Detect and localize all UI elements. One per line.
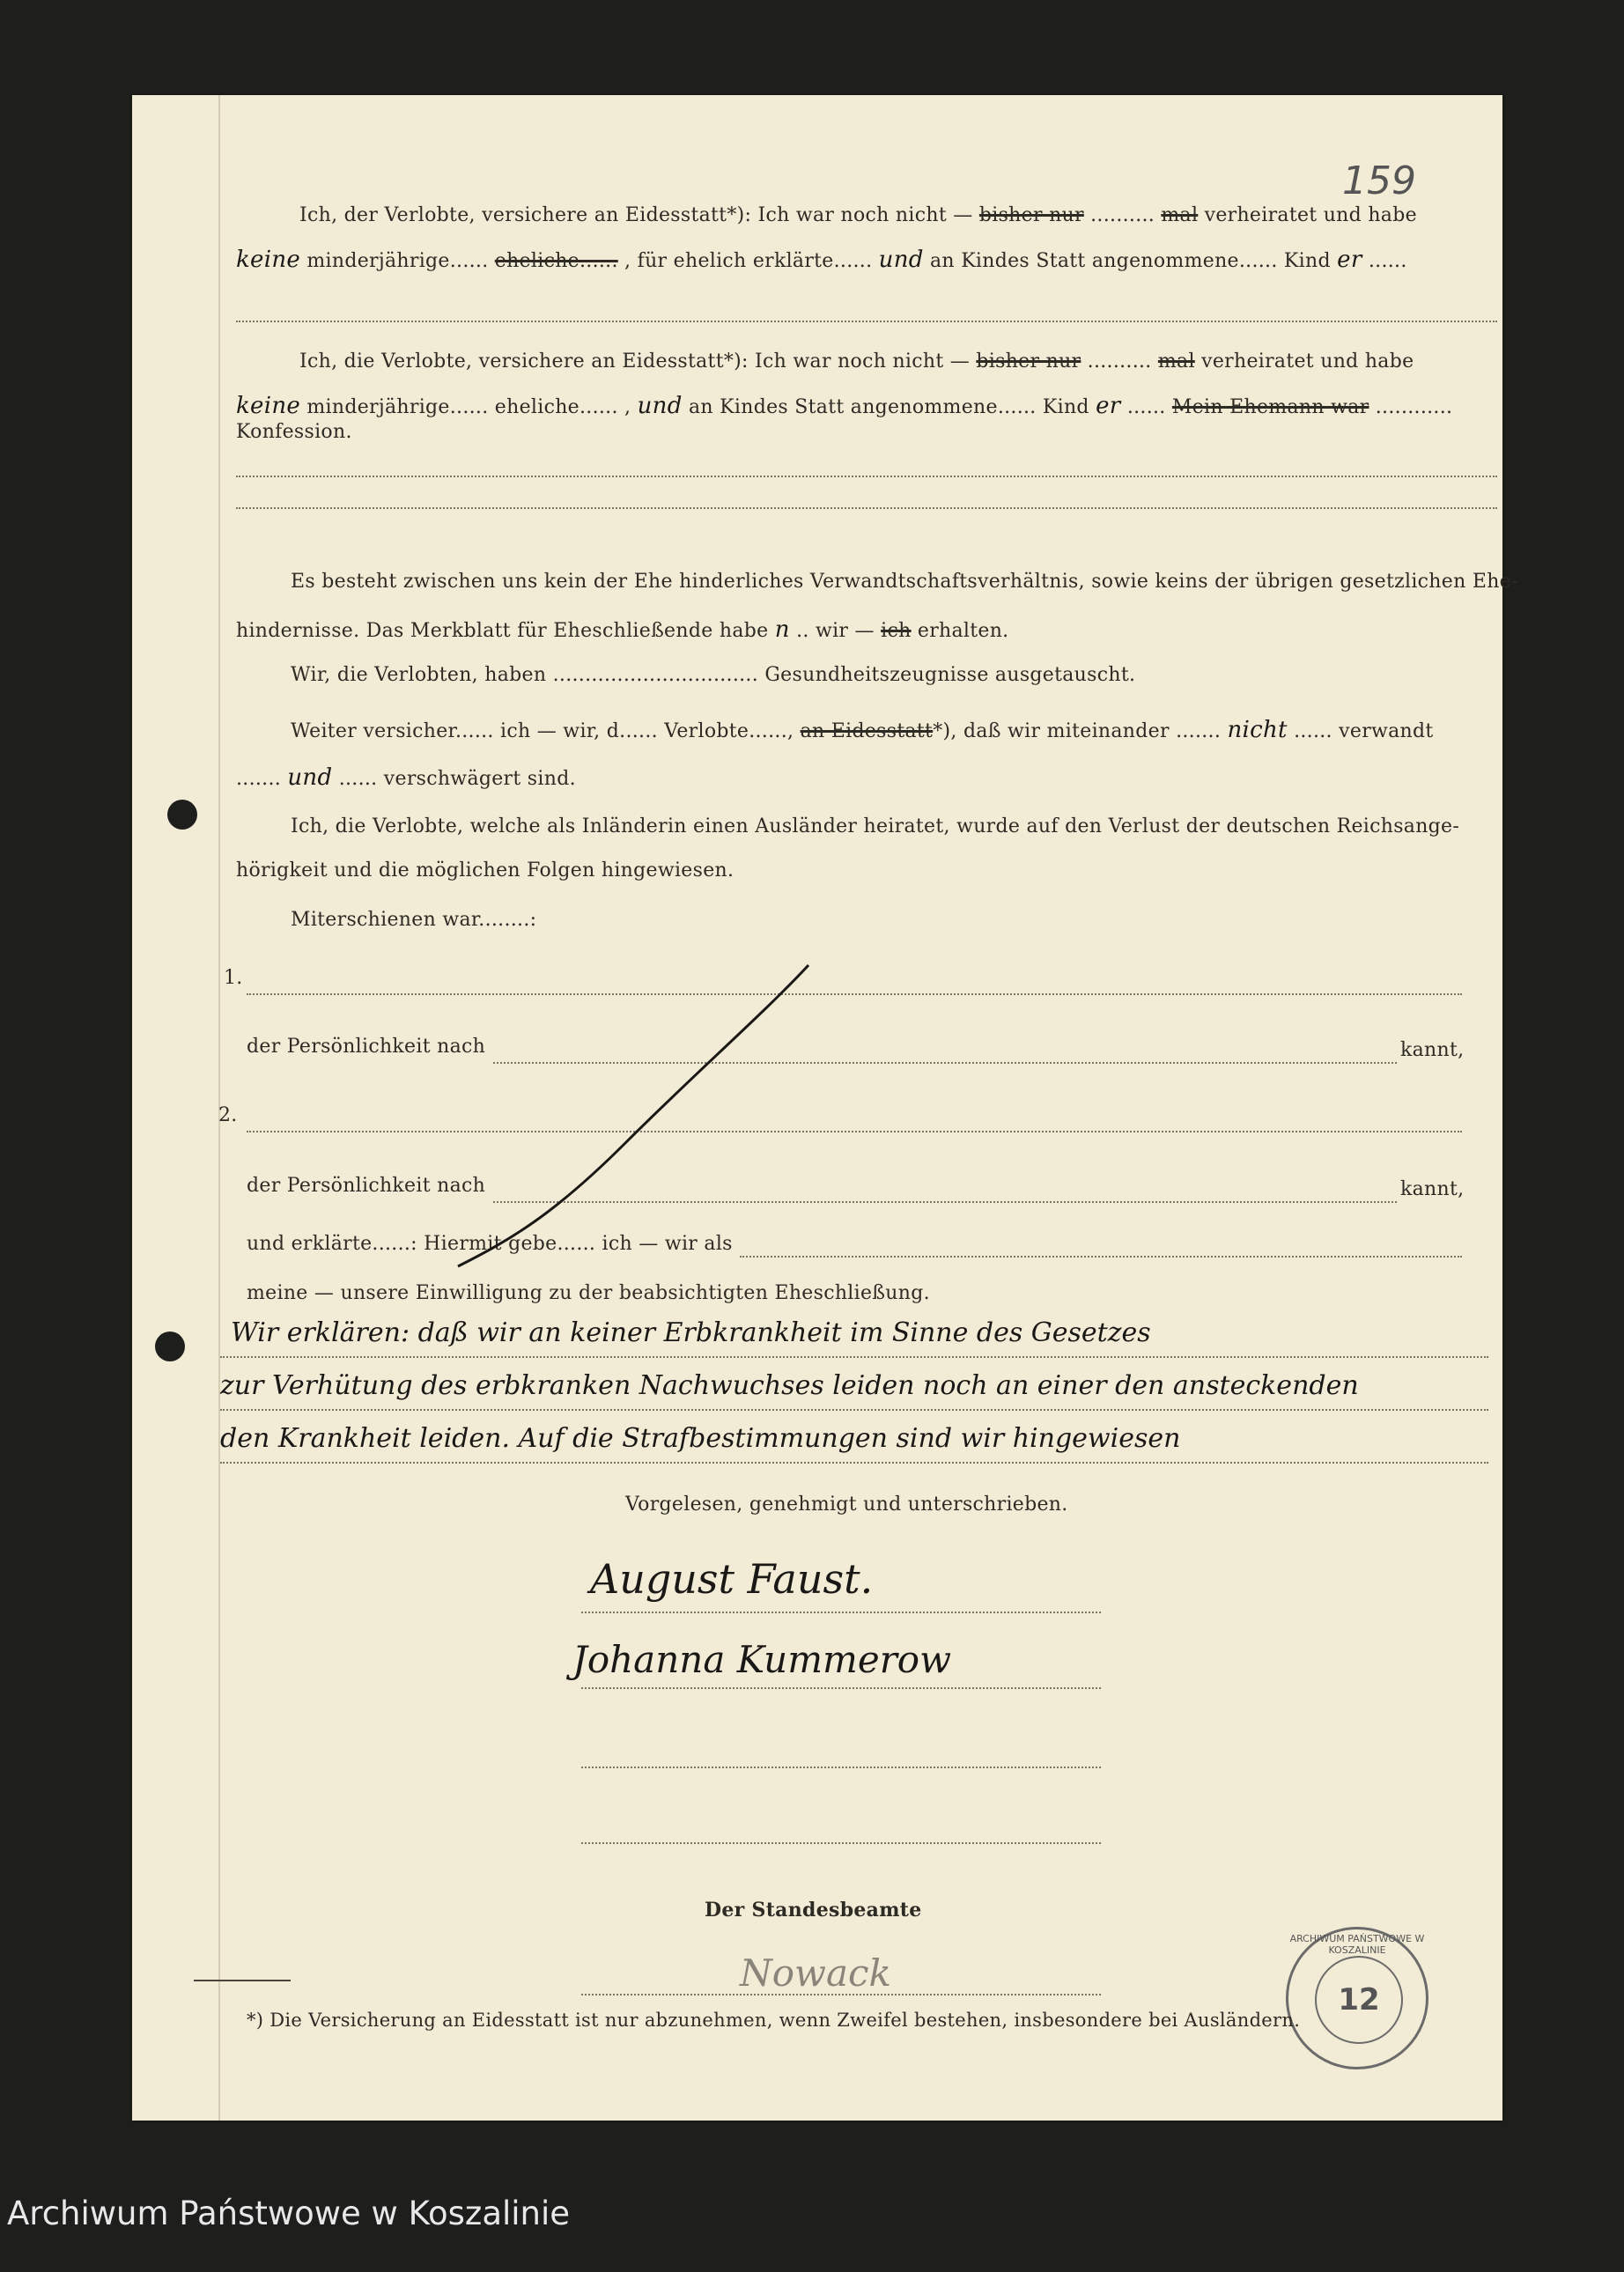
hw-dotted-3 (220, 1462, 1488, 1464)
registrar-signature-line (581, 1994, 1101, 1995)
relations-line-3: Wir, die Verlobten, haben ................................ Gesundheitszeugnisse ausgetauscht. (291, 664, 1136, 686)
handwritten-line-1: Wir erklären: daß wir an keiner Erbkrankheit im Sinne des Gesetzes (231, 1317, 1151, 1348)
relations-line-2: hindernisse. Das Merkblatt für Eheschließende habe n .. wir — ich erhalten. (236, 616, 1009, 643)
punch-hole-2 (155, 1331, 185, 1361)
relations-line-4: Weiter versicher...... ich — wir, d...... Verlobte......, an Eidesstatt*), daß wir miteinander ....... nicht ...... verwandt (291, 717, 1434, 743)
groom-line-2: keine minderjährige...... eheliche...... , für ehelich erklärte...... und an Kindes Statt angenommene...... Kind er ...... (236, 247, 1407, 273)
bride-line-3: Konfession. (236, 421, 352, 443)
relations-line-5: ....... und ...... verschwägert sind. (236, 764, 576, 791)
signature-line-1 (581, 1612, 1101, 1613)
punch-hole-1 (167, 800, 197, 830)
archive-stamp-number: 12 (1315, 1956, 1403, 2044)
hw-dotted-1 (220, 1356, 1488, 1358)
witnesses-intro: Miterschienen war........: (291, 909, 537, 931)
foreigner-line-2: hörigkeit und die möglichen Folgen hingewiesen. (236, 859, 734, 882)
witness-2-person: der Persönlichkeit nach (247, 1175, 486, 1197)
witness-declared: und erklärte......: Hiermit gebe...... ich — wir als (247, 1233, 733, 1255)
signature-line-3 (581, 1767, 1101, 1768)
bride-signature: Johanna Kummerow (572, 1638, 952, 1681)
bride-line-1: Ich, die Verlobte, versichere an Eidesstatt*): Ich war noch nicht — bisher nur .......... mal verheiratet und habe (299, 350, 1414, 373)
signature-line-4 (581, 1842, 1101, 1844)
witness-2-number: 2. (218, 1104, 238, 1126)
signature-line-2 (581, 1687, 1101, 1689)
handwritten-line-2: zur Verhütung des erbkranken Nachwuchses leiden noch an einer den ansteckenden (220, 1370, 1359, 1401)
archive-footer (0, 2180, 1624, 2272)
archive-stamp-text: ARCHIWUM PAŃSTWOWE W KOSZALINIE (1289, 1933, 1425, 1956)
footnote-rule (194, 1980, 291, 1981)
archive-stamp (1286, 1927, 1428, 2069)
cancel-stroke (132, 95, 1502, 2121)
read-approved-text: Vorgelesen, genehmigt und unterschrieben. (625, 1494, 1068, 1516)
footnote: *) Die Versicherung an Eidesstatt ist nur abzunehmen, wenn Zweifel bestehen, insbesondere bei Ausländern. (247, 2010, 1301, 2031)
foreigner-line-1: Ich, die Verlobte, welche als Inländerin einen Ausländer heiratet, wurde auf den Verlust der deutschen Reichsange- (291, 815, 1460, 837)
witness-1-kannt: kannt, (1400, 1039, 1465, 1061)
witness-1-person: der Persönlichkeit nach (247, 1036, 486, 1058)
document-page (132, 95, 1518, 2121)
relations-line-1: Es besteht zwischen uns kein der Ehe hinderliches Verwandtschaftsverhältnis, sowie keins der übrigen gesetzlichen Ehe- (291, 571, 1518, 593)
registrar-signature: Nowack (740, 1951, 891, 1995)
witness-2-kannt: kannt, (1400, 1178, 1465, 1200)
hw-dotted-2 (220, 1409, 1488, 1411)
groom-signature: August Faust. (590, 1555, 874, 1603)
registrar-label: Der Standesbeamte (705, 1899, 922, 1922)
bride-line-2: keine minderjährige...... eheliche...... , und an Kindes Statt angenommene...... Kind er ...... Mein Ehemann war ............ (236, 393, 1453, 419)
groom-line-1: Ich, der Verlobte, versichere an Eidesstatt*): Ich war noch nicht — bisher nur .......... mal verheiratet und habe (299, 204, 1417, 226)
consent-line: meine — unsere Einwilligung zu der beabsichtigten Eheschließung. (247, 1282, 930, 1304)
witness-1-number: 1. (224, 967, 243, 989)
handwritten-line-3: den Krankheit leiden. Auf die Strafbestimmungen sind wir hingewiesen (220, 1423, 1181, 1454)
page-number: 159 (1342, 159, 1416, 203)
archive-caption: Archiwum Państwowe w Koszalinie (7, 2195, 571, 2232)
